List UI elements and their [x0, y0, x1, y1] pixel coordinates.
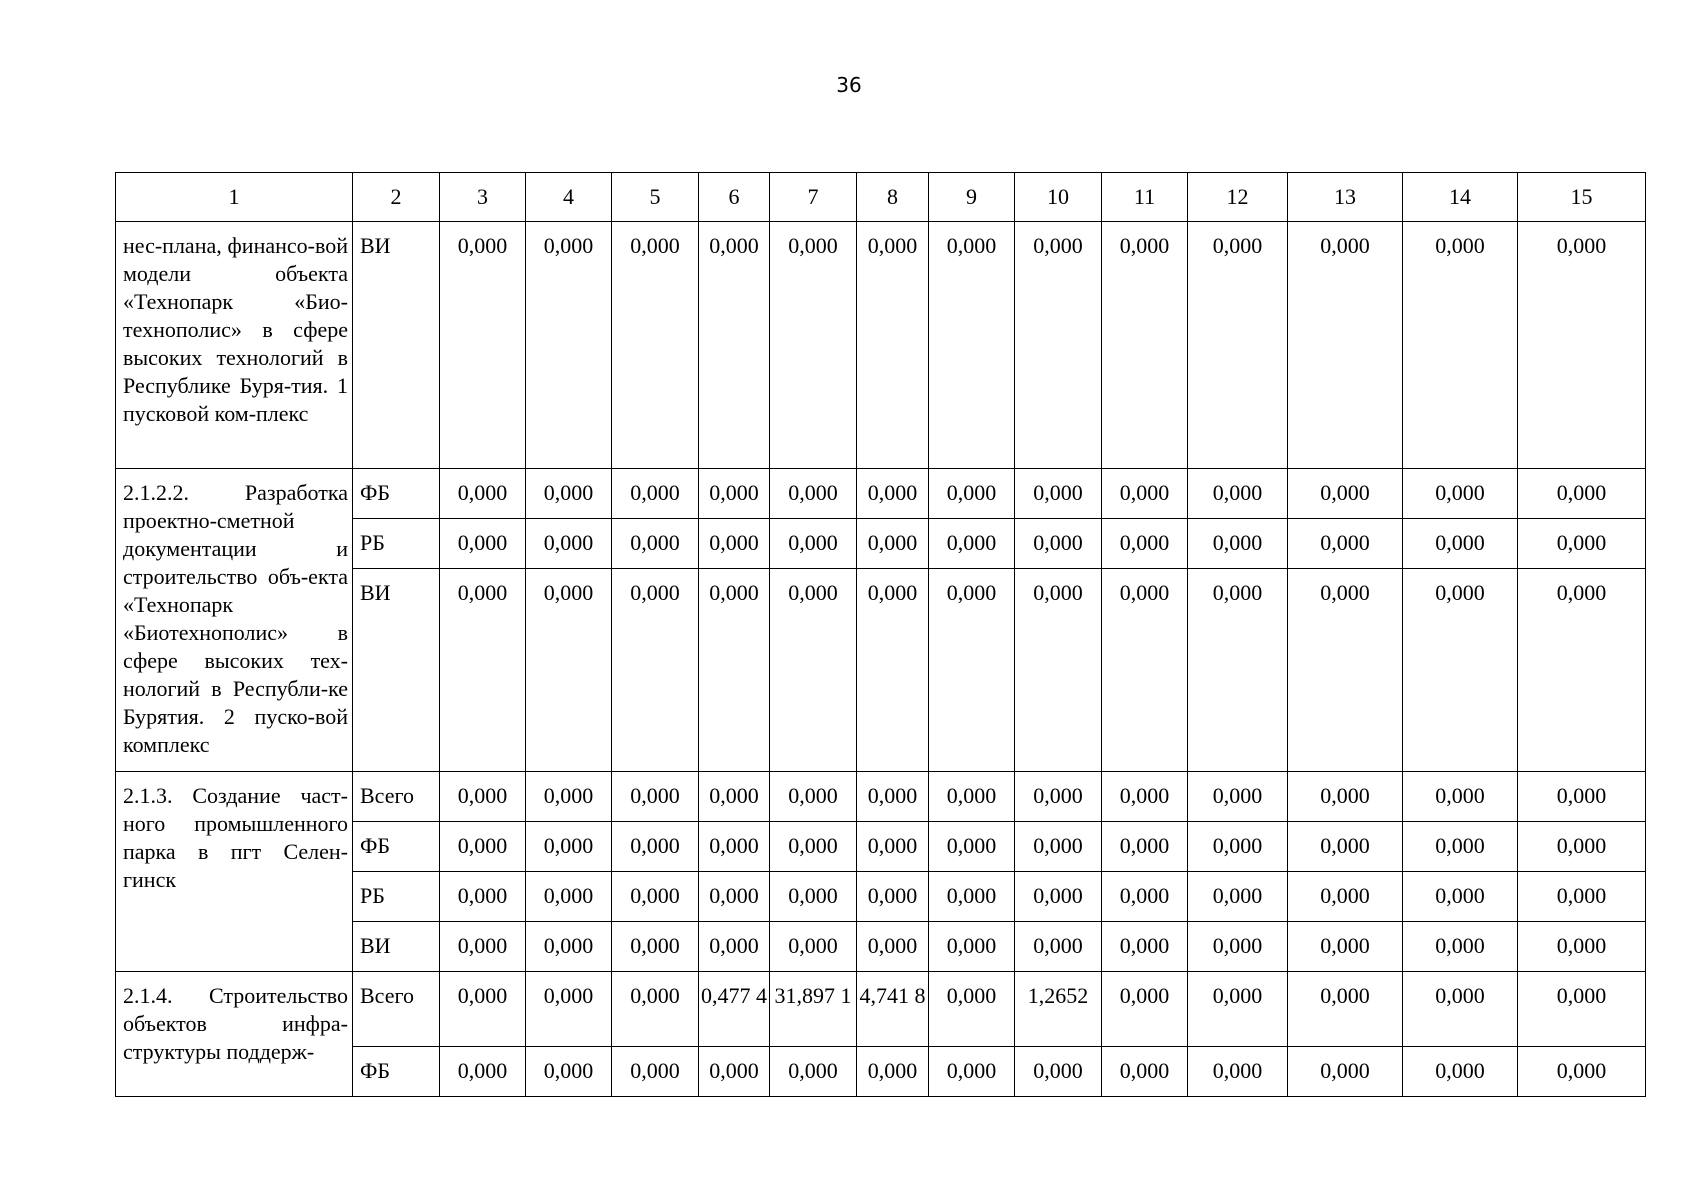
column-header: 4 — [526, 173, 612, 222]
value-cell: 0,000 — [1288, 469, 1403, 519]
value-cell: 0,000 — [770, 922, 857, 972]
value-cell: 0,000 — [440, 972, 526, 1047]
value-cell: 0,000 — [699, 872, 770, 922]
value-cell: 0,000 — [1403, 922, 1518, 972]
value-cell: 0,000 — [1403, 222, 1518, 469]
value-cell: 0,000 — [857, 772, 929, 822]
value-cell: 0,000 — [770, 569, 857, 772]
value-cell: 0,000 — [1403, 822, 1518, 872]
value-cell: 0,000 — [612, 922, 699, 972]
value-cell: 0,000 — [1518, 822, 1646, 872]
table-row — [116, 469, 1646, 519]
table-header-row — [116, 173, 1646, 222]
funding-source: Всего — [353, 972, 440, 1047]
value-cell: 0,000 — [612, 569, 699, 772]
value-cell: 0,000 — [1403, 569, 1518, 772]
column-header: 11 — [1102, 173, 1188, 222]
value-cell: 0,000 — [857, 822, 929, 872]
column-header: 13 — [1288, 173, 1403, 222]
value-cell: 0,000 — [929, 822, 1015, 872]
value-cell: 0,000 — [1288, 972, 1403, 1047]
value-cell: 0,000 — [1102, 519, 1188, 569]
column-header: 6 — [699, 173, 770, 222]
value-cell: 0,000 — [612, 519, 699, 569]
value-cell: 0,000 — [699, 822, 770, 872]
value-cell: 0,000 — [1288, 772, 1403, 822]
value-cell: 0,000 — [1288, 1047, 1403, 1097]
value-cell: 0,000 — [1102, 222, 1188, 469]
value-cell: 0,000 — [1518, 922, 1646, 972]
column-header: 12 — [1188, 173, 1288, 222]
value-cell: 0,000 — [929, 972, 1015, 1047]
value-cell: 0,000 — [526, 222, 612, 469]
column-header: 15 — [1518, 173, 1646, 222]
funding-source: ФБ — [353, 822, 440, 872]
value-cell: 0,000 — [1518, 972, 1646, 1047]
value-cell: 0,000 — [1015, 772, 1102, 822]
value-cell: 0,000 — [1015, 569, 1102, 772]
value-cell: 0,000 — [1288, 222, 1403, 469]
value-cell: 0,000 — [1102, 569, 1188, 772]
value-cell: 0,000 — [440, 772, 526, 822]
value-cell: 0,000 — [857, 222, 929, 469]
value-cell: 0,000 — [1403, 872, 1518, 922]
funding-source: РБ — [353, 872, 440, 922]
value-cell: 0,000 — [1188, 569, 1288, 772]
column-header: 8 — [857, 173, 929, 222]
value-cell: 0,000 — [440, 222, 526, 469]
value-cell: 0,000 — [770, 822, 857, 872]
value-cell: 0,000 — [1403, 772, 1518, 822]
value-cell: 0,000 — [1102, 972, 1188, 1047]
value-cell: 0,000 — [440, 519, 526, 569]
value-cell: 0,000 — [770, 872, 857, 922]
value-cell: 0,000 — [1102, 922, 1188, 972]
funding-source: ВИ — [353, 222, 440, 469]
item-description: 2.1.4. Строительство объектов инфра-структуры поддерж- — [116, 972, 353, 1097]
value-cell: 0,000 — [526, 569, 612, 772]
value-cell: 0,000 — [612, 222, 699, 469]
value-cell: 0,000 — [770, 772, 857, 822]
column-header: 1 — [116, 173, 353, 222]
funding-source: ФБ — [353, 1047, 440, 1097]
value-cell: 0,000 — [699, 519, 770, 569]
value-cell: 0,000 — [1188, 519, 1288, 569]
value-cell: 0,000 — [770, 1047, 857, 1097]
value-cell: 0,000 — [1102, 772, 1188, 822]
budget-table — [115, 172, 1646, 1097]
value-cell: 0,000 — [770, 222, 857, 469]
value-cell: 0,000 — [699, 922, 770, 972]
item-description: 2.1.3. Создание част-ного промышленного парка в пгт Селен-гинск — [116, 772, 353, 972]
value-cell: 0,000 — [1188, 469, 1288, 519]
item-description: нес-плана, финансо-вой модели объекта «Технопарк «Био-технополис» в сфере высоких технологий в Республике Буря-тия. 1 пусковой ком-плекс — [116, 222, 353, 469]
funding-source: ВИ — [353, 569, 440, 772]
value-cell: 0,000 — [770, 469, 857, 519]
value-cell: 0,000 — [1403, 519, 1518, 569]
column-header: 9 — [929, 173, 1015, 222]
funding-source: Всего — [353, 772, 440, 822]
column-header: 5 — [612, 173, 699, 222]
value-cell: 0,000 — [526, 1047, 612, 1097]
column-header: 2 — [353, 173, 440, 222]
value-cell: 0,000 — [612, 772, 699, 822]
value-cell: 0,000 — [612, 972, 699, 1047]
table-row — [116, 972, 1646, 1047]
value-cell: 0,000 — [857, 469, 929, 519]
value-cell: 0,000 — [929, 772, 1015, 822]
value-cell: 0,000 — [1403, 469, 1518, 519]
funding-source: ВИ — [353, 922, 440, 972]
value-cell: 0,000 — [1518, 519, 1646, 569]
value-cell: 0,000 — [612, 469, 699, 519]
value-cell: 0,000 — [857, 519, 929, 569]
value-cell: 0,000 — [1288, 872, 1403, 922]
funding-source: РБ — [353, 519, 440, 569]
value-cell: 31,897 1 — [770, 972, 857, 1047]
value-cell: 0,000 — [1518, 1047, 1646, 1097]
value-cell: 0,000 — [612, 872, 699, 922]
value-cell: 0,000 — [612, 1047, 699, 1097]
value-cell: 0,000 — [440, 469, 526, 519]
value-cell: 0,000 — [929, 569, 1015, 772]
funding-source: ФБ — [353, 469, 440, 519]
value-cell: 0,000 — [1188, 772, 1288, 822]
value-cell: 0,000 — [440, 872, 526, 922]
page-number: 36 — [836, 73, 862, 97]
value-cell: 0,000 — [1015, 1047, 1102, 1097]
value-cell: 0,000 — [526, 972, 612, 1047]
value-cell: 0,000 — [526, 772, 612, 822]
value-cell: 0,000 — [1188, 822, 1288, 872]
value-cell: 0,000 — [1518, 569, 1646, 772]
value-cell: 0,000 — [1188, 222, 1288, 469]
value-cell: 0,000 — [699, 772, 770, 822]
value-cell: 0,000 — [1015, 519, 1102, 569]
column-header: 14 — [1403, 173, 1518, 222]
value-cell: 0,000 — [526, 822, 612, 872]
value-cell: 0,000 — [612, 822, 699, 872]
value-cell: 0,000 — [1403, 972, 1518, 1047]
value-cell: 0,000 — [1518, 772, 1646, 822]
value-cell: 4,741 8 — [857, 972, 929, 1047]
value-cell: 0,000 — [526, 519, 612, 569]
value-cell: 0,000 — [1188, 1047, 1288, 1097]
value-cell: 0,000 — [1518, 469, 1646, 519]
value-cell: 0,000 — [1188, 922, 1288, 972]
value-cell: 0,000 — [929, 469, 1015, 519]
value-cell: 0,000 — [1015, 469, 1102, 519]
value-cell: 0,000 — [699, 1047, 770, 1097]
value-cell: 0,000 — [929, 519, 1015, 569]
column-header: 10 — [1015, 173, 1102, 222]
value-cell: 0,000 — [929, 872, 1015, 922]
value-cell: 0,000 — [1102, 872, 1188, 922]
value-cell: 0,000 — [1188, 972, 1288, 1047]
table-row — [116, 222, 1646, 469]
value-cell: 0,000 — [929, 922, 1015, 972]
value-cell: 0,000 — [1015, 222, 1102, 469]
value-cell: 0,000 — [1518, 222, 1646, 469]
value-cell: 0,000 — [857, 922, 929, 972]
value-cell: 0,000 — [770, 519, 857, 569]
value-cell: 0,000 — [1288, 519, 1403, 569]
value-cell: 0,000 — [857, 569, 929, 772]
value-cell: 0,000 — [1518, 872, 1646, 922]
value-cell: 0,000 — [699, 222, 770, 469]
value-cell: 0,000 — [857, 1047, 929, 1097]
value-cell: 0,000 — [1288, 922, 1403, 972]
value-cell: 0,000 — [1102, 1047, 1188, 1097]
value-cell: 0,000 — [1288, 569, 1403, 772]
column-header: 7 — [770, 173, 857, 222]
value-cell: 0,000 — [1102, 822, 1188, 872]
value-cell: 0,000 — [1015, 872, 1102, 922]
value-cell: 0,000 — [440, 822, 526, 872]
value-cell: 0,000 — [1288, 822, 1403, 872]
value-cell: 0,000 — [440, 569, 526, 772]
value-cell: 0,000 — [1015, 922, 1102, 972]
value-cell: 0,000 — [526, 469, 612, 519]
value-cell: 1,2652 — [1015, 972, 1102, 1047]
value-cell: 0,000 — [699, 469, 770, 519]
value-cell: 0,000 — [929, 222, 1015, 469]
value-cell: 0,000 — [1015, 822, 1102, 872]
item-description: 2.1.2.2. Разработка проектно-сметной документации и строительство объ-екта «Технопарк «Биотехнополис» в сфере высоких тех-нологий в Республи-ке Бурятия. 2 пуско-вой комплекс — [116, 469, 353, 772]
value-cell: 0,000 — [1188, 872, 1288, 922]
value-cell: 0,000 — [1102, 469, 1188, 519]
value-cell: 0,000 — [929, 1047, 1015, 1097]
table-row — [116, 772, 1646, 822]
value-cell: 0,000 — [699, 569, 770, 772]
column-header: 3 — [440, 173, 526, 222]
value-cell: 0,000 — [526, 922, 612, 972]
value-cell: 0,000 — [440, 922, 526, 972]
value-cell: 0,477 4 — [699, 972, 770, 1047]
value-cell: 0,000 — [857, 872, 929, 922]
value-cell: 0,000 — [440, 1047, 526, 1097]
value-cell: 0,000 — [526, 872, 612, 922]
value-cell: 0,000 — [1403, 1047, 1518, 1097]
